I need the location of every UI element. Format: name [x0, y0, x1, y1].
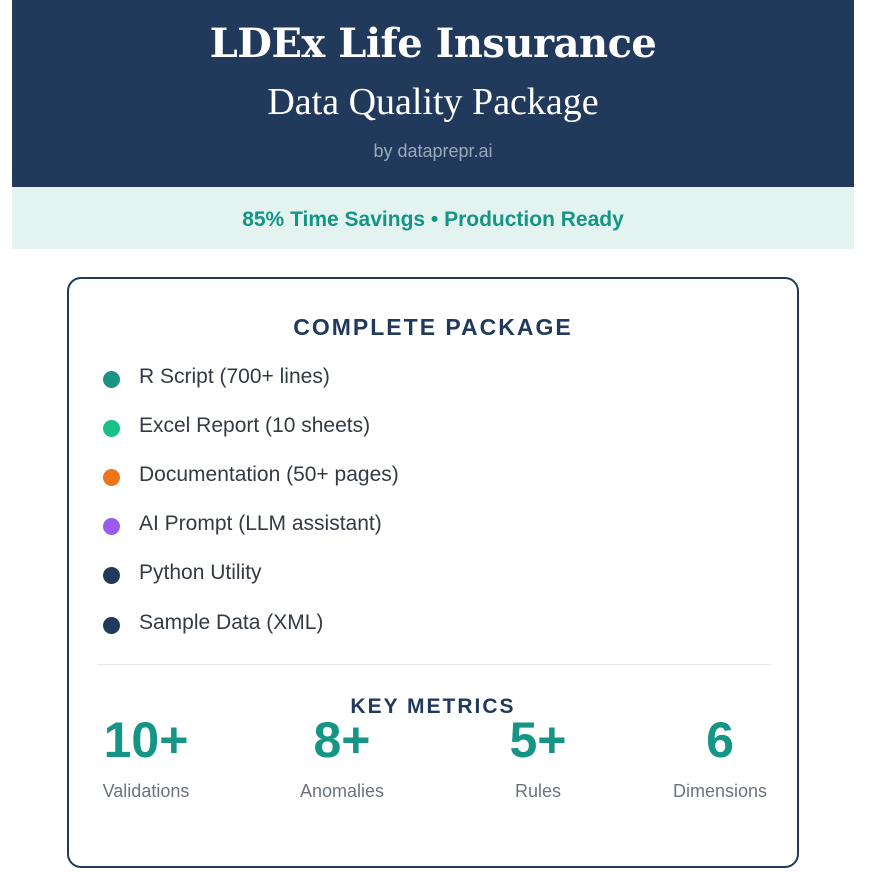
- bullet-dot-icon: [103, 567, 120, 584]
- header: [12, 0, 854, 187]
- metric-validations: [71, 711, 221, 802]
- metric-value: 10+: [103, 712, 189, 768]
- metrics-title: KEY METRICS: [350, 695, 516, 718]
- metric-value: 6: [706, 712, 734, 768]
- page-title: LDEx Life Insurance: [209, 20, 657, 67]
- metric-label: Dimensions: [672, 781, 768, 801]
- package-item-label: AI Prompt (LLM assistant): [139, 512, 382, 535]
- package-item-label: Python Utility: [139, 561, 262, 584]
- package-item-label: Documentation (50+ pages): [139, 463, 399, 486]
- highlight-banner: [12, 187, 854, 249]
- metric-label: Rules: [514, 781, 562, 801]
- metric-rules: [463, 711, 613, 802]
- metric-anomalies: [267, 711, 417, 802]
- metric-label: Anomalies: [299, 781, 385, 801]
- divider: [97, 664, 771, 665]
- bullet-dot-icon: [103, 617, 120, 634]
- byline: by dataprepr.ai: [373, 141, 493, 161]
- package-title: COMPLETE PACKAGE: [293, 314, 573, 340]
- metric-value: 8+: [313, 712, 371, 768]
- metric-label: Validations: [102, 781, 190, 801]
- bullet-dot-icon: [103, 518, 120, 535]
- metric-dimensions: [645, 711, 795, 802]
- bullet-dot-icon: [103, 469, 120, 486]
- banner-text: 85% Time Savings • Production Ready: [242, 208, 624, 231]
- bullet-dot-icon: [103, 371, 120, 388]
- package-item-label: R Script (700+ lines): [139, 365, 330, 388]
- bullet-dot-icon: [103, 420, 120, 437]
- package-item-label: Excel Report (10 sheets): [139, 414, 371, 437]
- package-item-label: Sample Data (XML): [139, 611, 324, 634]
- page-subtitle: Data Quality Package: [267, 81, 599, 123]
- metric-value: 5+: [509, 712, 567, 768]
- package-card: [67, 277, 799, 868]
